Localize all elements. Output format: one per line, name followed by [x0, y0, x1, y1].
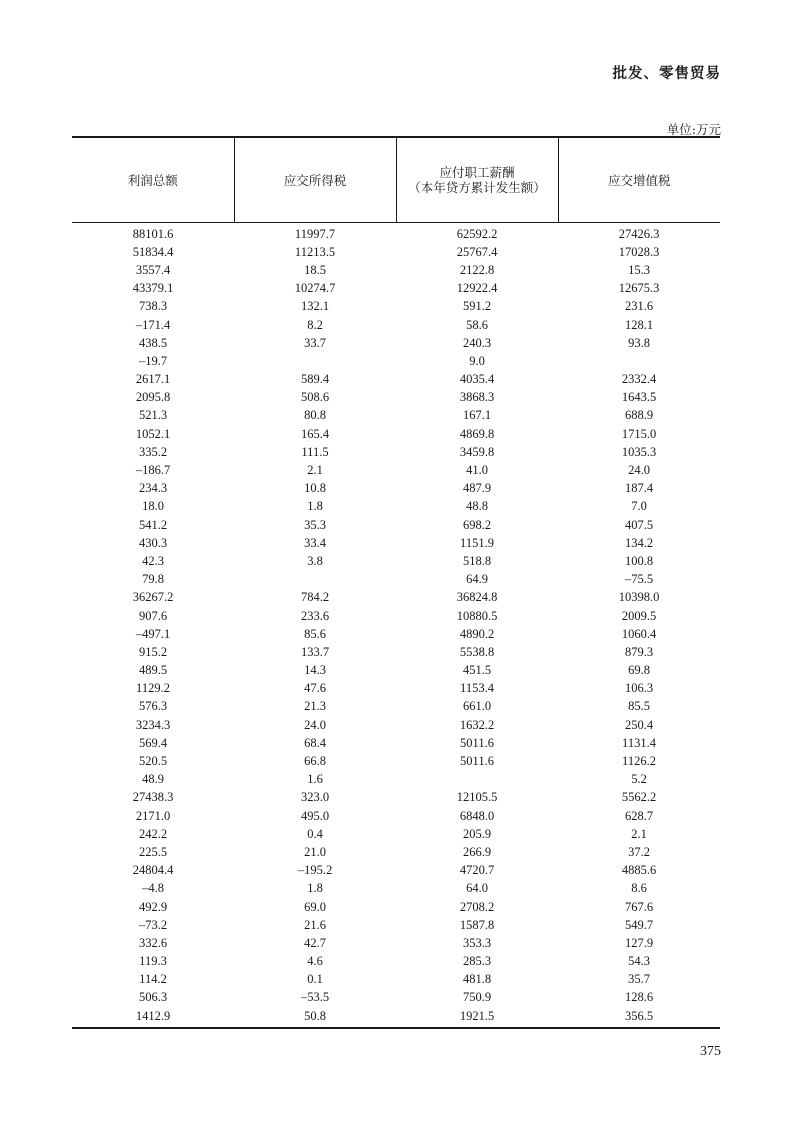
cell-total-profit: 915.2	[138, 644, 168, 659]
cell-vat-payable: 100.8	[624, 553, 654, 568]
cell-vat-payable: 4885.6	[621, 863, 657, 878]
table-row	[72, 461, 720, 479]
cell-total-profit: 1052.1	[135, 426, 171, 441]
cell-total-profit: 3557.4	[135, 262, 171, 277]
table-row	[72, 662, 720, 680]
table-row	[72, 934, 720, 952]
cell-income-tax-payable: 69.0	[304, 899, 326, 914]
cell-income-tax-payable: 111.5	[301, 444, 329, 459]
cell-payroll-payable: 5011.6	[460, 754, 494, 769]
cell-income-tax-payable: 47.6	[304, 681, 326, 696]
cell-payroll-payable: 41.0	[466, 463, 488, 478]
cell-payroll-payable: 518.8	[462, 553, 492, 568]
cell-vat-payable: 8.6	[631, 881, 647, 896]
cell-total-profit: 225.5	[138, 844, 168, 859]
cell-income-tax-payable: 2.1	[307, 463, 323, 478]
cell-vat-payable: 2009.5	[621, 608, 657, 623]
cell-total-profit: 48.9	[142, 772, 164, 787]
cell-total-profit: 36267.2	[132, 590, 174, 605]
cell-income-tax-payable: 1.8	[307, 881, 323, 896]
cell-total-profit: 27438.3	[132, 790, 174, 805]
cell-total-profit: 738.3	[138, 299, 168, 314]
cell-income-tax-payable	[234, 352, 396, 370]
table-row	[72, 389, 720, 407]
cell-payroll-payable: 6848.0	[459, 808, 495, 823]
table-row	[72, 734, 720, 752]
cell-payroll-payable: 9.0	[469, 353, 485, 368]
header-line: 利润总额	[127, 172, 178, 188]
header-total-profit	[72, 137, 234, 223]
cell-vat-payable: 15.3	[628, 262, 650, 277]
cell-income-tax-payable: 21.6	[304, 917, 326, 932]
table-row	[72, 771, 720, 789]
cell-total-profit: 492.9	[138, 899, 168, 914]
table-row	[72, 789, 720, 807]
cell-total-profit: 2171.0	[135, 808, 171, 823]
table-row	[72, 280, 720, 298]
cell-vat-payable: 1715.0	[621, 426, 657, 441]
data-table-container	[72, 136, 720, 1029]
cell-vat-payable: 128.6	[624, 990, 654, 1005]
cell-vat-payable: 2332.4	[621, 372, 657, 387]
cell-income-tax-payable: 1.6	[307, 772, 323, 787]
cell-total-profit: –497.1	[135, 626, 171, 641]
cell-vat-payable: 85.5	[628, 699, 650, 714]
cell-income-tax-payable: 0.1	[307, 972, 323, 987]
table-row	[72, 498, 720, 516]
data-table	[72, 136, 720, 1029]
cell-total-profit: –19.7	[138, 353, 168, 368]
cell-total-profit: 506.3	[138, 990, 168, 1005]
table-row	[72, 807, 720, 825]
table-row	[72, 971, 720, 989]
cell-total-profit: 2095.8	[135, 390, 171, 405]
cell-payroll-payable: 12105.5	[456, 790, 498, 805]
cell-income-tax-payable: 3.8	[307, 553, 323, 568]
cell-total-profit: 18.0	[142, 499, 164, 514]
cell-total-profit: 88101.6	[132, 226, 174, 241]
cell-payroll-payable: 240.3	[462, 335, 492, 350]
table-row	[72, 571, 720, 589]
header-line: 应交所得税	[283, 172, 347, 188]
table-row	[72, 534, 720, 552]
cell-vat-payable: 93.8	[628, 335, 650, 350]
cell-vat-payable: 549.7	[624, 917, 654, 932]
table-row	[72, 316, 720, 334]
cell-payroll-payable: 167.1	[462, 408, 492, 423]
cell-vat-payable: 5.2	[631, 772, 647, 787]
cell-total-profit: 520.5	[138, 754, 168, 769]
cell-vat-payable: –75.5	[624, 572, 654, 587]
table-row	[72, 953, 720, 971]
cell-vat-payable: 767.6	[624, 899, 654, 914]
cell-total-profit: 907.6	[138, 608, 168, 623]
header-subline: （本年贷方累计发生额）	[408, 180, 546, 195]
cell-payroll-payable: 1151.9	[460, 535, 494, 550]
cell-vat-payable: 10398.0	[618, 590, 660, 605]
cell-income-tax-payable: 21.3	[304, 699, 326, 714]
cell-total-profit: 114.2	[139, 972, 167, 987]
cell-payroll-payable: 591.2	[462, 299, 492, 314]
cell-vat-payable: 128.1	[624, 317, 654, 332]
cell-income-tax-payable: 133.7	[300, 644, 330, 659]
cell-total-profit: 3234.3	[135, 717, 171, 732]
cell-income-tax-payable: 10274.7	[294, 281, 336, 296]
cell-total-profit: 335.2	[138, 444, 168, 459]
cell-total-profit: 42.3	[142, 553, 164, 568]
cell-total-profit: 521.3	[138, 408, 168, 423]
cell-income-tax-payable: 233.6	[300, 608, 330, 623]
cell-vat-payable: 127.9	[624, 935, 654, 950]
header-line: 应交增值税	[607, 172, 671, 188]
cell-payroll-payable: 266.9	[462, 844, 492, 859]
cell-income-tax-payable: 42.7	[304, 935, 326, 950]
cell-vat-payable: 1035.3	[621, 444, 657, 459]
cell-vat-payable: 1060.4	[621, 626, 657, 641]
cell-vat-payable: 231.6	[624, 299, 654, 314]
cell-payroll-payable: 4720.7	[459, 863, 495, 878]
cell-vat-payable: 250.4	[624, 717, 654, 732]
cell-income-tax-payable: 24.0	[304, 717, 326, 732]
cell-income-tax-payable: 495.0	[300, 808, 330, 823]
table-row	[72, 607, 720, 625]
cell-vat-payable: 407.5	[624, 517, 654, 532]
page-number: 375	[700, 1044, 721, 1059]
cell-vat-payable: 54.3	[628, 954, 650, 969]
table-body	[72, 223, 720, 1029]
cell-total-profit: 1129.2	[136, 681, 170, 696]
cell-vat-payable: 37.2	[628, 844, 650, 859]
cell-income-tax-payable: 35.3	[304, 517, 326, 532]
cell-payroll-payable: 353.3	[462, 935, 492, 950]
cell-payroll-payable: 64.9	[466, 572, 488, 587]
table-row	[72, 425, 720, 443]
header-row	[72, 137, 720, 223]
cell-income-tax-payable: 18.5	[304, 262, 326, 277]
table-row	[72, 243, 720, 261]
table-row	[72, 898, 720, 916]
table-row	[72, 352, 720, 370]
unit-label: 单位:万元	[666, 122, 721, 137]
cell-total-profit: 79.8	[142, 572, 164, 587]
cell-income-tax-payable: 0.4	[307, 826, 323, 841]
table-row	[72, 261, 720, 279]
cell-payroll-payable: 58.6	[466, 317, 488, 332]
table-row	[72, 407, 720, 425]
cell-total-profit: –4.8	[142, 881, 164, 896]
cell-payroll-payable: 481.8	[462, 972, 492, 987]
cell-payroll-payable: 1153.4	[460, 681, 494, 696]
cell-vat-payable: 24.0	[628, 463, 650, 478]
cell-payroll-payable: 2708.2	[459, 899, 495, 914]
cell-vat-payable: 688.9	[624, 408, 654, 423]
cell-income-tax-payable: 132.1	[300, 299, 330, 314]
cell-total-profit: 430.3	[138, 535, 168, 550]
cell-payroll-payable: 451.5	[462, 663, 492, 678]
table-row	[72, 880, 720, 898]
table-row	[72, 643, 720, 661]
cell-payroll-payable: 62592.2	[456, 226, 498, 241]
cell-vat-payable: 106.3	[624, 681, 654, 696]
cell-income-tax-payable: 11997.7	[294, 226, 336, 241]
cell-vat-payable: 27426.3	[618, 226, 660, 241]
cell-income-tax-payable	[234, 571, 396, 589]
cell-vat-payable: 5562.2	[621, 790, 657, 805]
table-row	[72, 589, 720, 607]
cell-vat-payable: 356.5	[558, 1007, 720, 1028]
cell-vat-payable: 1643.5	[621, 390, 657, 405]
table-row	[72, 680, 720, 698]
table-row	[72, 716, 720, 734]
cell-payroll-payable	[396, 771, 558, 789]
cell-payroll-payable: 205.9	[462, 826, 492, 841]
cell-income-tax-payable: 50.8	[234, 1007, 396, 1028]
table-row	[72, 1007, 720, 1028]
cell-vat-payable: 879.3	[624, 644, 654, 659]
table-row	[72, 443, 720, 461]
header-income-tax-payable	[234, 137, 396, 223]
cell-income-tax-payable: 14.3	[304, 663, 326, 678]
cell-payroll-payable: 4869.8	[459, 426, 495, 441]
table-row	[72, 825, 720, 843]
cell-payroll-payable: 25767.4	[456, 244, 498, 259]
cell-income-tax-payable: 8.2	[307, 317, 323, 332]
cell-vat-payable: 187.4	[624, 481, 654, 496]
cell-vat-payable: 1131.4	[622, 735, 656, 750]
table-row	[72, 862, 720, 880]
table-row	[72, 223, 720, 244]
header-line: 应付职工薪酬	[439, 165, 515, 180]
table-row	[72, 371, 720, 389]
cell-payroll-payable: 750.9	[462, 990, 492, 1005]
cell-income-tax-payable: 323.0	[300, 790, 330, 805]
cell-payroll-payable: 5538.8	[459, 644, 495, 659]
cell-payroll-payable: 2122.8	[459, 262, 495, 277]
cell-income-tax-payable: 4.6	[307, 954, 323, 969]
cell-income-tax-payable: 589.4	[300, 372, 330, 387]
cell-total-profit: 1412.9	[72, 1007, 234, 1028]
cell-income-tax-payable: 33.4	[304, 535, 326, 550]
cell-payroll-payable: 64.0	[466, 881, 488, 896]
cell-payroll-payable: 698.2	[462, 517, 492, 532]
cell-payroll-payable: 661.0	[462, 699, 492, 714]
cell-income-tax-payable: 165.4	[300, 426, 330, 441]
cell-total-profit: 332.6	[138, 935, 168, 950]
cell-total-profit: 576.3	[138, 699, 168, 714]
cell-income-tax-payable: 85.6	[304, 626, 326, 641]
cell-total-profit: 51834.4	[132, 244, 174, 259]
cell-total-profit: 489.5	[138, 663, 168, 678]
cell-total-profit: 24804.4	[132, 863, 174, 878]
table-row	[72, 516, 720, 534]
table-row	[72, 298, 720, 316]
table-row	[72, 989, 720, 1007]
cell-total-profit: –186.7	[135, 463, 171, 478]
table-row	[72, 625, 720, 643]
cell-vat-payable: 134.2	[624, 535, 654, 550]
table-row	[72, 480, 720, 498]
table-row	[72, 698, 720, 716]
table-row	[72, 752, 720, 770]
cell-vat-payable: 17028.3	[618, 244, 660, 259]
table-row	[72, 552, 720, 570]
cell-total-profit: 119.3	[139, 954, 167, 969]
cell-total-profit: 569.4	[138, 735, 168, 750]
cell-vat-payable: 1126.2	[622, 754, 656, 769]
cell-payroll-payable: 12922.4	[456, 281, 498, 296]
cell-income-tax-payable: –53.5	[300, 990, 330, 1005]
header-vat-payable	[558, 137, 720, 223]
cell-income-tax-payable: 68.4	[304, 735, 326, 750]
cell-income-tax-payable: 21.0	[304, 844, 326, 859]
cell-payroll-payable: 3459.8	[459, 444, 495, 459]
cell-payroll-payable: 4890.2	[459, 626, 495, 641]
cell-payroll-payable: 487.9	[462, 481, 492, 496]
cell-payroll-payable: 1587.8	[459, 917, 495, 932]
table-row	[72, 916, 720, 934]
cell-total-profit: 43379.1	[132, 281, 174, 296]
cell-payroll-payable: 5011.6	[460, 735, 494, 750]
cell-payroll-payable: 3868.3	[459, 390, 495, 405]
cell-payroll-payable: 36824.8	[456, 590, 498, 605]
cell-vat-payable: 12675.3	[618, 281, 660, 296]
cell-income-tax-payable: 80.8	[304, 408, 326, 423]
cell-income-tax-payable: 33.7	[304, 335, 326, 350]
cell-total-profit: 541.2	[138, 517, 168, 532]
cell-total-profit: 234.3	[138, 481, 168, 496]
cell-income-tax-payable: 66.8	[304, 754, 326, 769]
cell-total-profit: 438.5	[138, 335, 168, 350]
header-payroll-payable	[396, 137, 558, 223]
cell-vat-payable: 7.0	[631, 499, 647, 514]
cell-payroll-payable: 285.3	[462, 954, 492, 969]
cell-income-tax-payable: 784.2	[300, 590, 330, 605]
cell-total-profit: –171.4	[135, 317, 171, 332]
cell-payroll-payable: 10880.5	[456, 608, 498, 623]
cell-payroll-payable: 48.8	[466, 499, 488, 514]
cell-vat-payable: 35.7	[628, 972, 650, 987]
cell-income-tax-payable: –195.2	[297, 863, 333, 878]
cell-income-tax-payable: 508.6	[300, 390, 330, 405]
running-head: 批发、零售贸易	[612, 65, 721, 82]
cell-vat-payable	[558, 352, 720, 370]
cell-total-profit: 2617.1	[135, 372, 171, 387]
cell-payroll-payable: 1632.2	[459, 717, 495, 732]
cell-vat-payable: 69.8	[628, 663, 650, 678]
cell-income-tax-payable: 1.8	[307, 499, 323, 514]
cell-vat-payable: 628.7	[624, 808, 654, 823]
cell-total-profit: 242.2	[138, 826, 168, 841]
cell-income-tax-payable: 11213.5	[294, 244, 336, 259]
cell-income-tax-payable: 10.8	[304, 481, 326, 496]
table-row	[72, 334, 720, 352]
cell-vat-payable: 2.1	[631, 826, 647, 841]
cell-total-profit: –73.2	[138, 917, 168, 932]
table-row	[72, 843, 720, 861]
cell-payroll-payable: 4035.4	[459, 372, 495, 387]
cell-payroll-payable: 1921.5	[396, 1007, 558, 1028]
table-header	[72, 137, 720, 223]
